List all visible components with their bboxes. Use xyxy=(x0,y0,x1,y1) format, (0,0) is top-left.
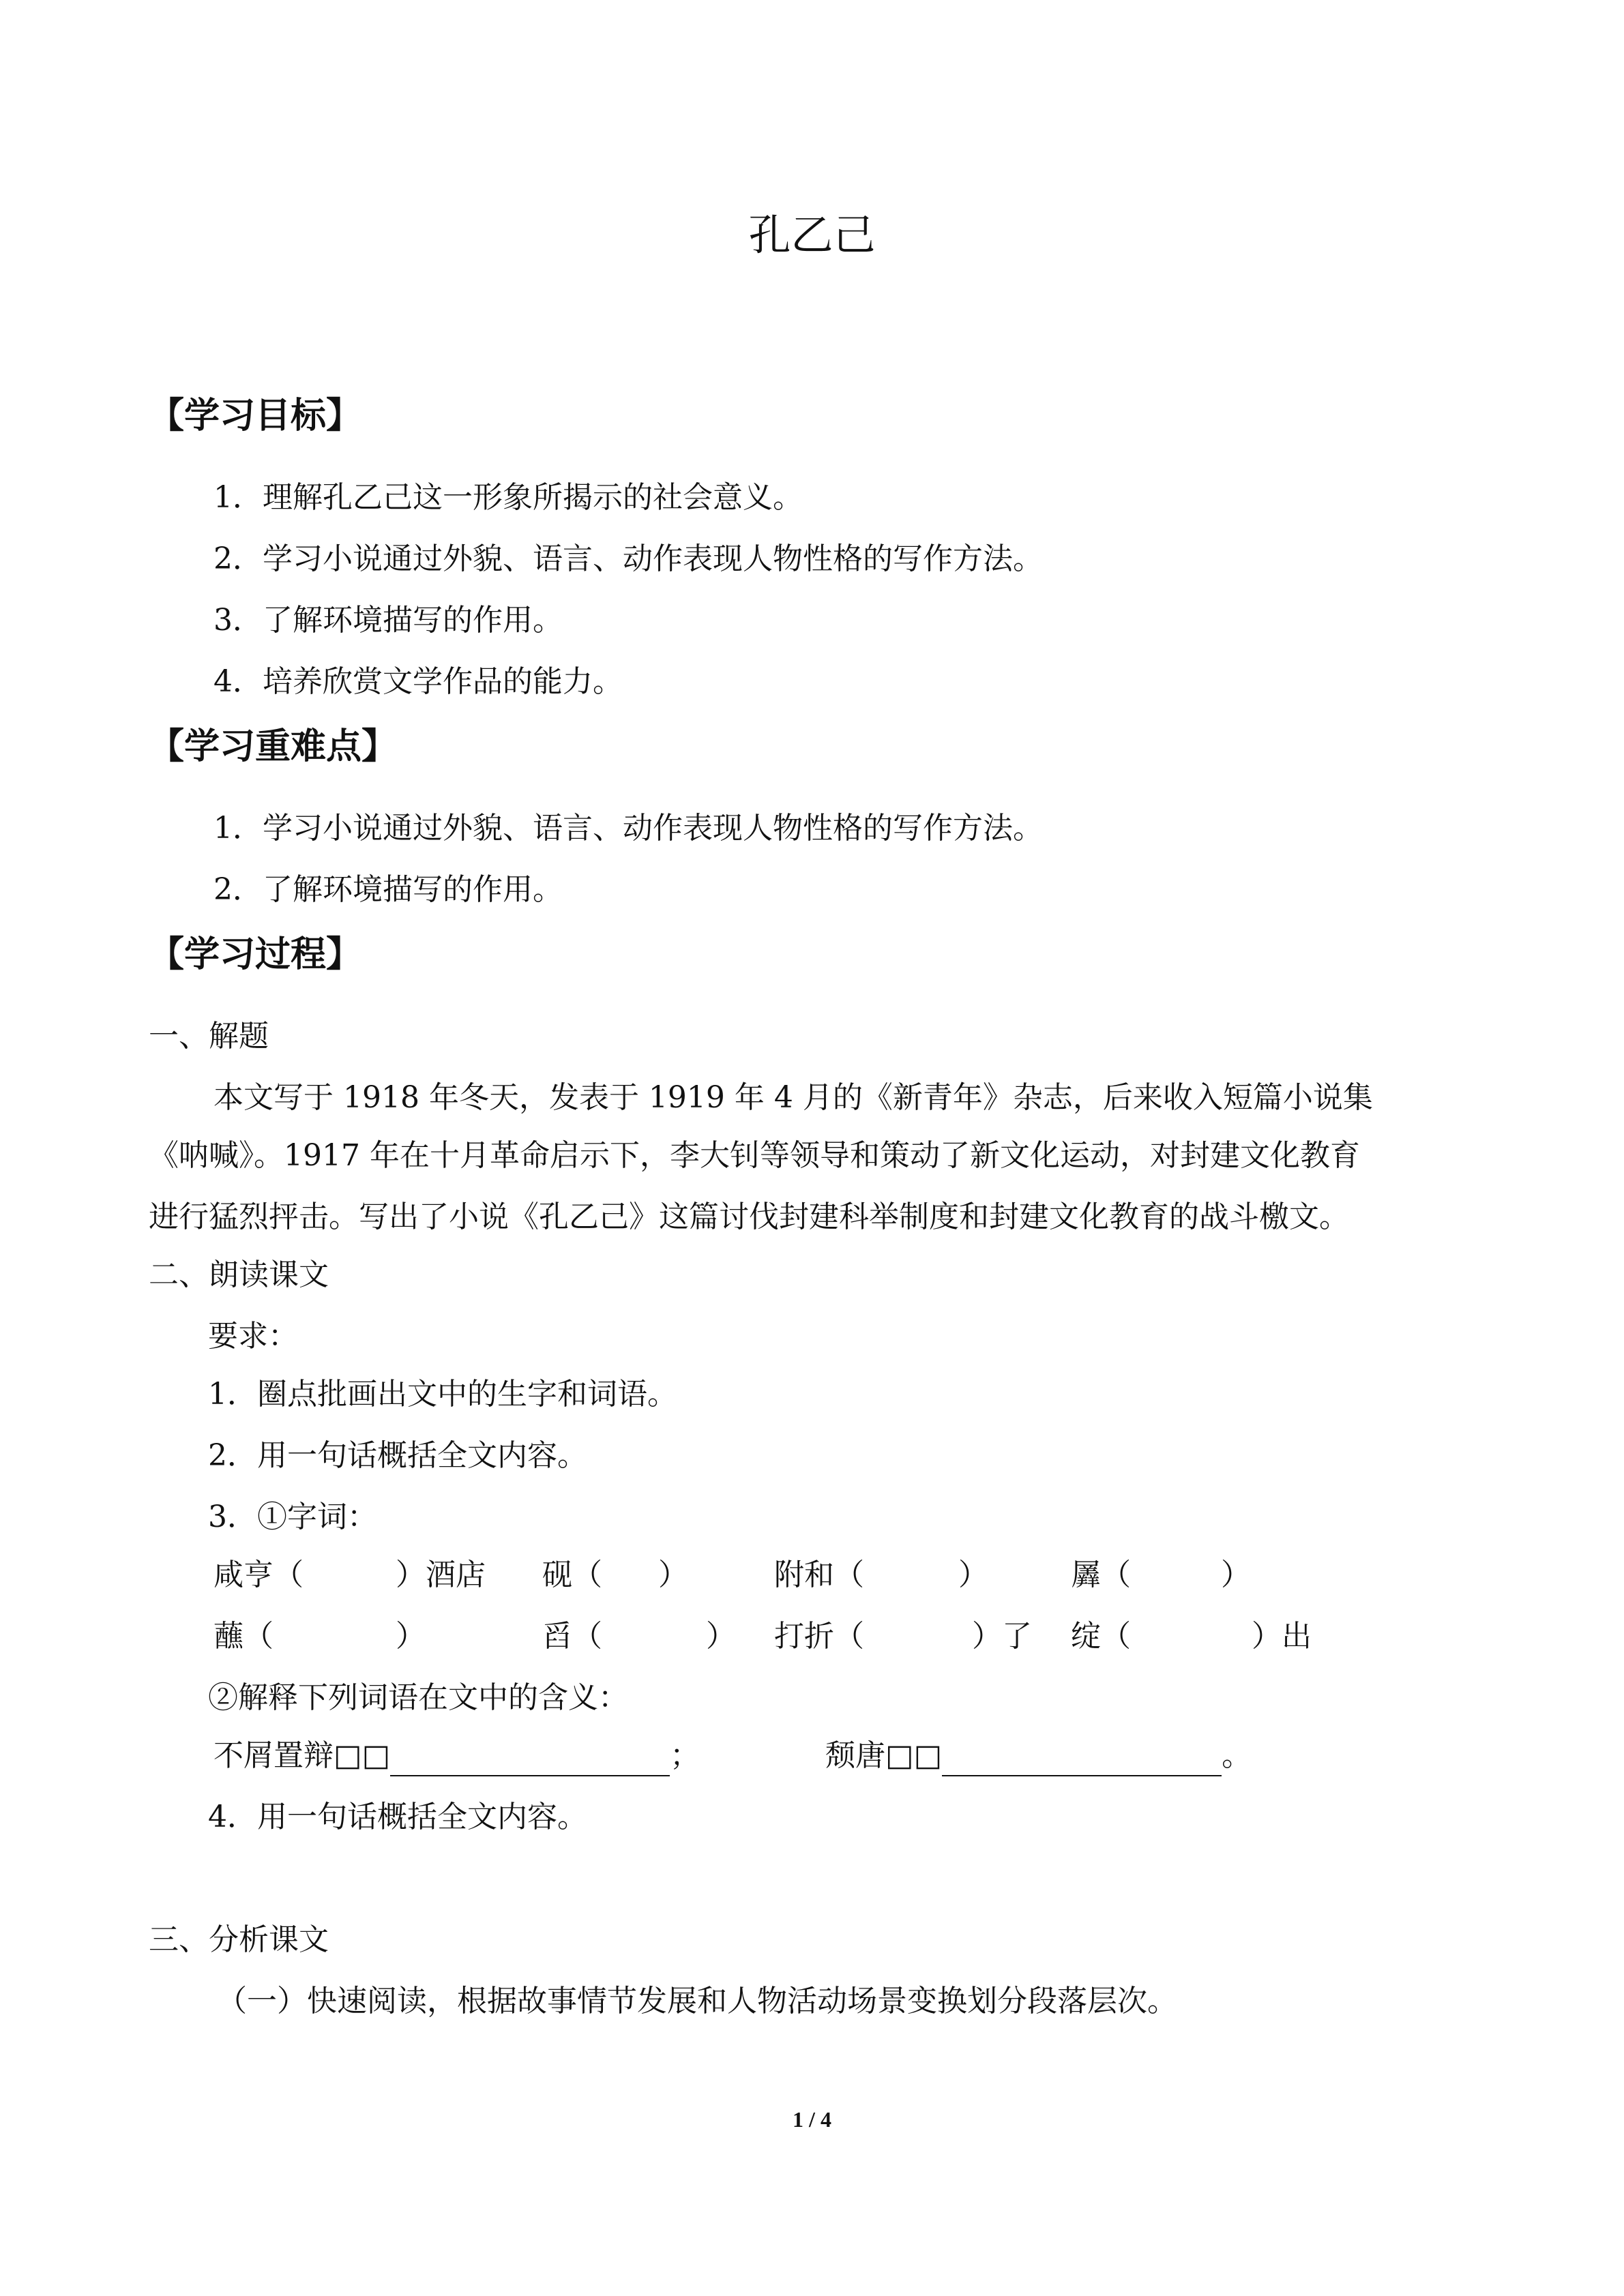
goal-item: 2．学习小说通过外貌、语言、动作表现人物性格的写作方法。 xyxy=(213,541,1043,576)
word-prompt: ） xyxy=(706,1619,736,1654)
word-prompt: ）了 xyxy=(972,1619,1032,1654)
word-prompt: ）酒店 xyxy=(396,1557,486,1592)
requirement-item: 3．①字词： xyxy=(208,1500,377,1534)
goal-item: 1．理解孔乙己这一形象所揭示的社会意义。 xyxy=(213,480,803,515)
requirement-label: 要求： xyxy=(208,1319,298,1354)
word-prompt: ） xyxy=(658,1557,688,1592)
section-heading-goals: 【学习目标】 xyxy=(149,396,362,436)
term-fill-2 xyxy=(825,1735,1252,1776)
term-end: ； xyxy=(670,1738,700,1773)
word-prompt: 羼（ xyxy=(1071,1557,1131,1592)
paragraph-line: 《呐喊》。1917 年在十月革命启示下，李大钊等领导和策动了新文化运动，对封建文化教育 xyxy=(149,1138,1360,1173)
answer-blank[interactable] xyxy=(390,1742,670,1776)
requirement-item: 2．用一句话概括全文内容。 xyxy=(208,1438,587,1473)
word-prompt: ） xyxy=(1221,1557,1251,1592)
answer-blank[interactable] xyxy=(942,1742,1222,1776)
requirement-item: 1．圈点批画出文中的生字和词语。 xyxy=(208,1377,677,1412)
word-prompt: 打折（ xyxy=(774,1619,864,1654)
word-prompt: 舀（ xyxy=(542,1619,602,1654)
key-point-item: 1．学习小说通过外貌、语言、动作表现人物性格的写作方法。 xyxy=(213,811,1043,846)
term-end: 。 xyxy=(1222,1738,1252,1773)
term-label: 不屑置辩□□ xyxy=(213,1738,391,1773)
goal-item: 4．培养欣赏文学作品的能力。 xyxy=(213,664,623,699)
explain-prompt: ②解释下列词语在文中的含义： xyxy=(208,1680,628,1715)
analysis-item: （一）快速阅读，根据故事情节发展和人物活动场景变换划分段落层次。 xyxy=(217,1984,1177,2018)
page-title: 孔乙己 xyxy=(748,210,876,260)
term-fill-1 xyxy=(213,1735,700,1776)
section-heading-key-points: 【学习重难点】 xyxy=(149,726,398,767)
word-prompt: 附和（ xyxy=(774,1557,864,1592)
word-prompt: 绽（ xyxy=(1071,1619,1131,1654)
paragraph-line: 本文写于 1918 年冬天，发表于 1919 年 4 月的《新青年》杂志，后来收入短篇小说集 xyxy=(213,1080,1373,1115)
word-prompt: 咸亨（ xyxy=(213,1557,304,1592)
word-prompt: 砚（ xyxy=(542,1557,602,1592)
word-prompt: ） xyxy=(958,1557,988,1592)
word-prompt: ）出 xyxy=(1252,1619,1312,1654)
word-prompt: 蘸（ xyxy=(213,1619,274,1654)
goal-item: 3．了解环境描写的作用。 xyxy=(213,603,563,638)
requirement-item: 4．用一句话概括全文内容。 xyxy=(208,1800,587,1834)
section-heading-process: 【学习过程】 xyxy=(149,934,362,975)
part-heading-2: 二、朗读课文 xyxy=(149,1257,329,1292)
paragraph-line: 进行猛烈抨击。写出了小说《孔乙己》这篇讨伐封建科举制度和封建文化教育的战斗檄文。 xyxy=(149,1199,1349,1234)
part-heading-3: 三、分析课文 xyxy=(149,1922,329,1957)
key-point-item: 2．了解环境描写的作用。 xyxy=(213,872,563,907)
word-prompt: ） xyxy=(396,1619,426,1654)
page-number: 1 / 4 xyxy=(793,2107,831,2132)
term-label: 颓唐□□ xyxy=(825,1738,943,1773)
part-heading-1: 一、解题 xyxy=(149,1019,269,1054)
